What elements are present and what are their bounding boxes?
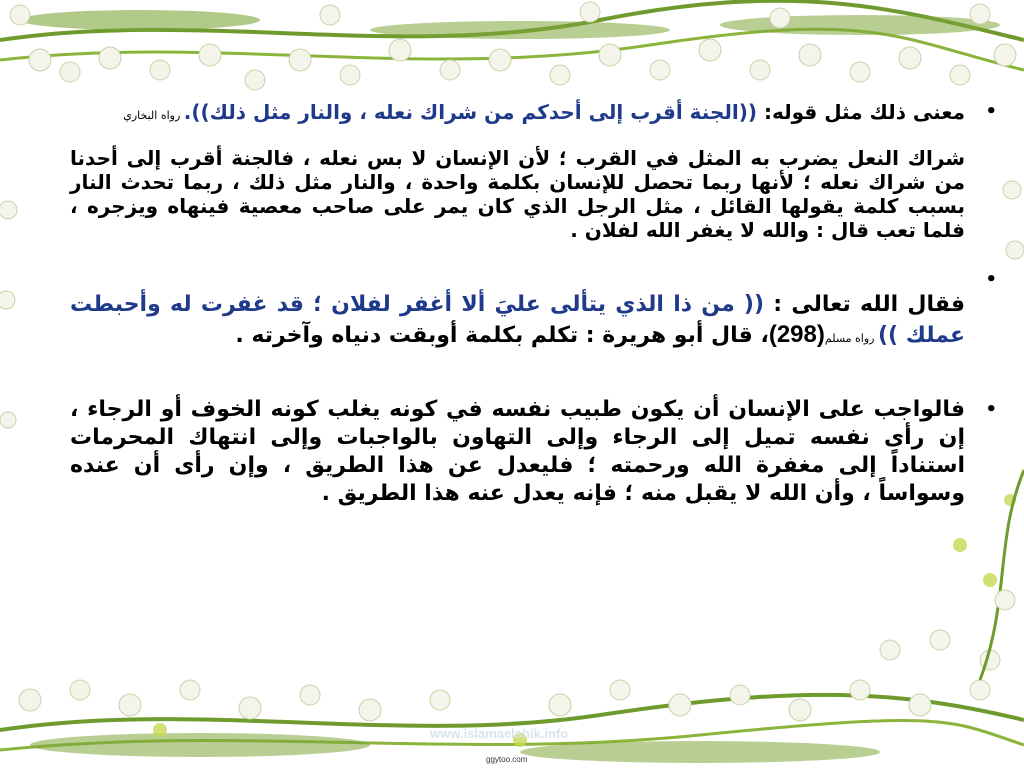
paragraph-2-quote: (( من ذا الذي يتألى عليَ ألا أغفر لفلان ؛ قد غفرت له وأحبطت عملك )) [70, 292, 965, 348]
paragraph-3-body: فالواجب على الإنسان أن يكون طبيب نفسه في كونه يغلب كونه الخوف أو الرجاء ، إن رأى نفسه تميل إلى الرجاء وإلى التهاون بالواجبات وإلى انتهاك المحرمات استناداً إلى مغفرة الله ورحمته ؛ فليعدل عن هذا الطريق ، وإن رأى أن عنده وسواساً ، وأن الله لا يقبل منه ؛ فإنه يعدل عنه هذا الطريق . [70, 397, 965, 506]
paragraph-1-lead: معنى ذلك مثل قوله: [757, 100, 965, 124]
paragraph-2-source: رواه مسلم [824, 332, 878, 345]
watermark-url: www.islamaelshik.info [430, 726, 569, 741]
paragraph-1-title-line [70, 100, 965, 128]
paragraph-2 [70, 268, 997, 354]
bullet-2: • [985, 269, 997, 290]
bottom-garland [0, 494, 1024, 763]
left-garland [0, 201, 17, 428]
slide-content [70, 100, 997, 508]
top-garland [0, 1, 1024, 90]
paragraph-1 [70, 100, 997, 242]
paragraph-3 [70, 396, 997, 508]
bullet-1: • [985, 101, 997, 122]
paragraph-1-quote: ((الجنة أقرب إلى أحدكم من شراك نعله ، والنار مثل ذلك)). [183, 100, 757, 124]
paragraph-1-body: شراك النعل يضرب به المثل في القرب ؛ لأن الإنسان لا بس نعله ، فالجنة أقرب إلى أحدنا من شراك نعله ؛ لأنها ربما تحصل للإنسان بكلمة واحدة ، والنار مثل ذلك ، ربما تحدث النار بسبب كلمة يقولها القائل ، مثل الرجل الذي كان يمر على صاحب معصية فينهاه ويزجره ، فلما تعب قال : والله لا يغفر الله لفلان . [70, 146, 965, 242]
right-garland [980, 181, 1024, 680]
paragraph-2-number: (298) [768, 321, 825, 348]
paragraph-2-text [70, 268, 965, 354]
paragraph-2-lead: فقال الله تعالى : [764, 292, 965, 317]
bullet-3: • [985, 399, 997, 420]
paragraph-1-source: رواه البخاري [123, 109, 184, 122]
paragraph-2-rest: ، قال أبو هريرة : تكلم بكلمة أوبقت دنياه وآخرته . [235, 323, 769, 348]
watermark-small: ggytoo.com [486, 755, 528, 764]
